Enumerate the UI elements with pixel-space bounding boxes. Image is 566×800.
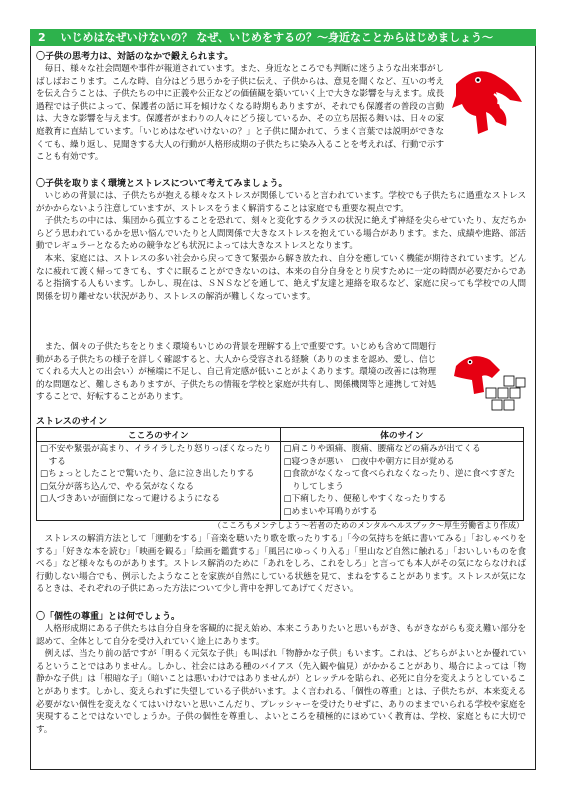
body-sign-item: □肩こりや頭痛、腹痛、腰痛などの痛みが出てくる: [283, 444, 481, 454]
heading-stress-env: 〇子供を取りまく環境とストレスについて考えてみましょう。: [36, 179, 288, 189]
paragraph-relief: ストレスの解消方法として「運動をする」「音楽を聴いたり歌を歌ったりする」「今の気持ちを紙に書いてみる」「おしゃべりをする」「好きな本を読む」「映画を観る」「絵画を鑑賞する」「風呂にゆっくり入る」「里山など自然に触れる」「おいしいものを食べる」など様々なものがあります。ストレス解消のために「あれをしろ、これをしろ」と言っても本人がその気にならなければ行動しない場合でも、例示したようなことを家族が自然にしている状態を見て、まねをすることがあります。ストレスが気になるときは、それぞれの子供にあった方法について少し背中を押してあげてください。: [36, 534, 526, 595]
heading-individuality: 〇「個性の尊重」とは何でしょう。: [36, 612, 181, 622]
mind-sign-item: □気分が落ち込んで、やる気がなくなる: [40, 481, 195, 492]
paragraph-stress-3: 本来、家庭には、ストレスの多い社会から戻ってきて緊張から解き放たれ、自分を癒していく機能が期待されています。どんなに疲れて渡く帰ってきても、すぐに眠ることができないのは、本来の自分自身をとり戻すために一定の時間が必要だからであると指摘する人もいます。しかし、現在は、ＳＮＳなどを通して、絶えず友達と連絡を取るなど、家庭に戻っても学校での人間関係を切り離せない状況があり、ストレスの解消が難しくなっています。: [36, 253, 526, 302]
section-header: [30, 29, 536, 46]
stress-signs-table: [36, 427, 524, 521]
mind-signs-cell: [37, 442, 281, 521]
section-number: 2: [38, 31, 46, 44]
stress-env-block: [36, 190, 526, 303]
paragraph-individuality-2: 例えば、当たり前の話ですが「明るく元気な子供」も叫ばれ「物静かな子供」もいます。これは、どちらがよいとか優れているということではありません。しかし、社会にはある種のバイアス（先入観や偏見）がかかることがあり、場合によっては「物静かな子供」は「根暗な子」（暗いことは悪いわけではありませんが）とレッテルを貼られ、必死に自分を変えようとしていることがあります。しかし、変えられずに失望している子供がいます。よく言われる、「個性の尊重」とは、子供たちが、本来変える必要がない個性を変えなくてはいけないと思いこんだり、プレッシャーを受けたりせずに、ありのままでいられる学校や家庭を実現することではないでしょうか。子供の個性を尊重し、よいところを積極的にほめていく教育は、学校、家庭ともに大切です。: [36, 649, 526, 735]
heading-thinking: 〇子供の思考力は、対話のなかで鍛えられます。: [36, 52, 234, 62]
body-sign-item: □下痢したり、便秘しやすくなったりする: [283, 494, 447, 505]
individuality-block: [36, 623, 526, 736]
mascot-with-blocks-icon: [446, 348, 528, 414]
relief-block: [36, 533, 526, 596]
body-signs-cell: [280, 442, 524, 521]
source-citation: （こころもメンテしよう～若者のためのメンタルヘルスブック～厚生労働省より作成）: [213, 521, 524, 530]
paragraph-stress-2: 子供たちの中には、集団から孤立することを恐れて、刻々と変化するクラスの状況に絶えず神経を尖らせていたり、友だちからどう思われているかを思い悩んでいたりと人間関係で大きなストレスを抱えている場合があります。また、成績や進路、部活動でレギュラーとなるための競争なども状況によっては大きなストレスとなります。: [36, 216, 526, 252]
stress-signs-heading: ストレスのサイン: [36, 417, 108, 427]
mind-sign-item: □不安や緊張が高まり、イライラしたり怒りっぽくなったりする: [40, 444, 272, 467]
paragraph-stress-4: また、個々の子供たちをとりまく環境もいじめの背景を理解する上で重要です。いじめも含めて問題行動がある子供たちの様子を詳しく確認すると、大人から受容される経験（ありのままを認め、愛し、信じてくれる大人との出会い）が極端に不足し、自己肯定感が低いことがよくあります。環境の改善には物理的な問題など、難しさもありますが、子供たちの情報を学校と家庭が共有し、関係機関等と連携して対処することで、好転することがあります。: [36, 342, 436, 403]
mind-signs-header: こころのサイン: [37, 428, 281, 442]
stress-env-block-b: [36, 341, 436, 404]
body-sign-item: □めまいや耳鳴りがする: [283, 506, 378, 517]
body-signs-header: 体のサイン: [280, 428, 524, 442]
body-sign-item: □寝つきが悪い □夜中や朝方に目が覚める: [283, 456, 455, 467]
paragraph-stress-1: いじめの背景には、子供たちが抱える様々なストレスが関係していると言われています。学校でも子供たちに過重なストレスがかからないよう注意していますが、ストレスをうまく解消することは家庭でも重要な視点です。: [36, 191, 526, 214]
paragraph-individuality-1: 人格形成期にある子供たちは自分自身を客観的に捉え始め、本来こうありたいと思いもがき、もがきながらも変え難い部分を認めて、全体として自分を受け入れていく途上にあります。: [36, 624, 526, 647]
section-title: いじめはなぜいけないの？ なぜ、いじめをするの？～身近なことからはじめましょう～: [60, 31, 493, 44]
body-sign-item: □食欲がなくなって食べられなくなったり、逆に食べすぎたりしてしまう: [283, 469, 516, 492]
paragraph-thinking-a: [36, 63, 444, 164]
mind-sign-item: □人づきあいが面倒になって避けるようになる: [40, 494, 220, 505]
mind-sign-item: □ちょっとしたことで驚いたり、急に泣き出したりする: [40, 469, 255, 480]
paragraph-thinking: 毎日、様々な社会問題や事件が報道されています。また、身近なところでも判断に迷うような出来事がしばしばおこります。こんな時、自分はどう思うかを子供に伝え、子供からは、意見を聞くなど、互いの考えを伝え合うことは、子供たちの中に正義や公正などの価値観を築いていく上で大きな影響を与えます。成長過程では子供によって、保護者の話に耳を傾けなくなる時期もありますが、それでも保護者の普段の言動は、大きな影響を与えます。保護者がまわりの人々にどう接しているか、その立ち居振る舞いは、日々の家庭教育に直結しています。「いじめはなぜいけないの？」と子供に聞かれて、うまく言葉では説明ができなくても、繰り返し、見聞きする大人の行動が人格形成期の子供たちに染み入ることを考えれば、行動で示すことも有効です。: [36, 64, 444, 163]
chiba-kun-mascot-icon: [448, 64, 528, 138]
